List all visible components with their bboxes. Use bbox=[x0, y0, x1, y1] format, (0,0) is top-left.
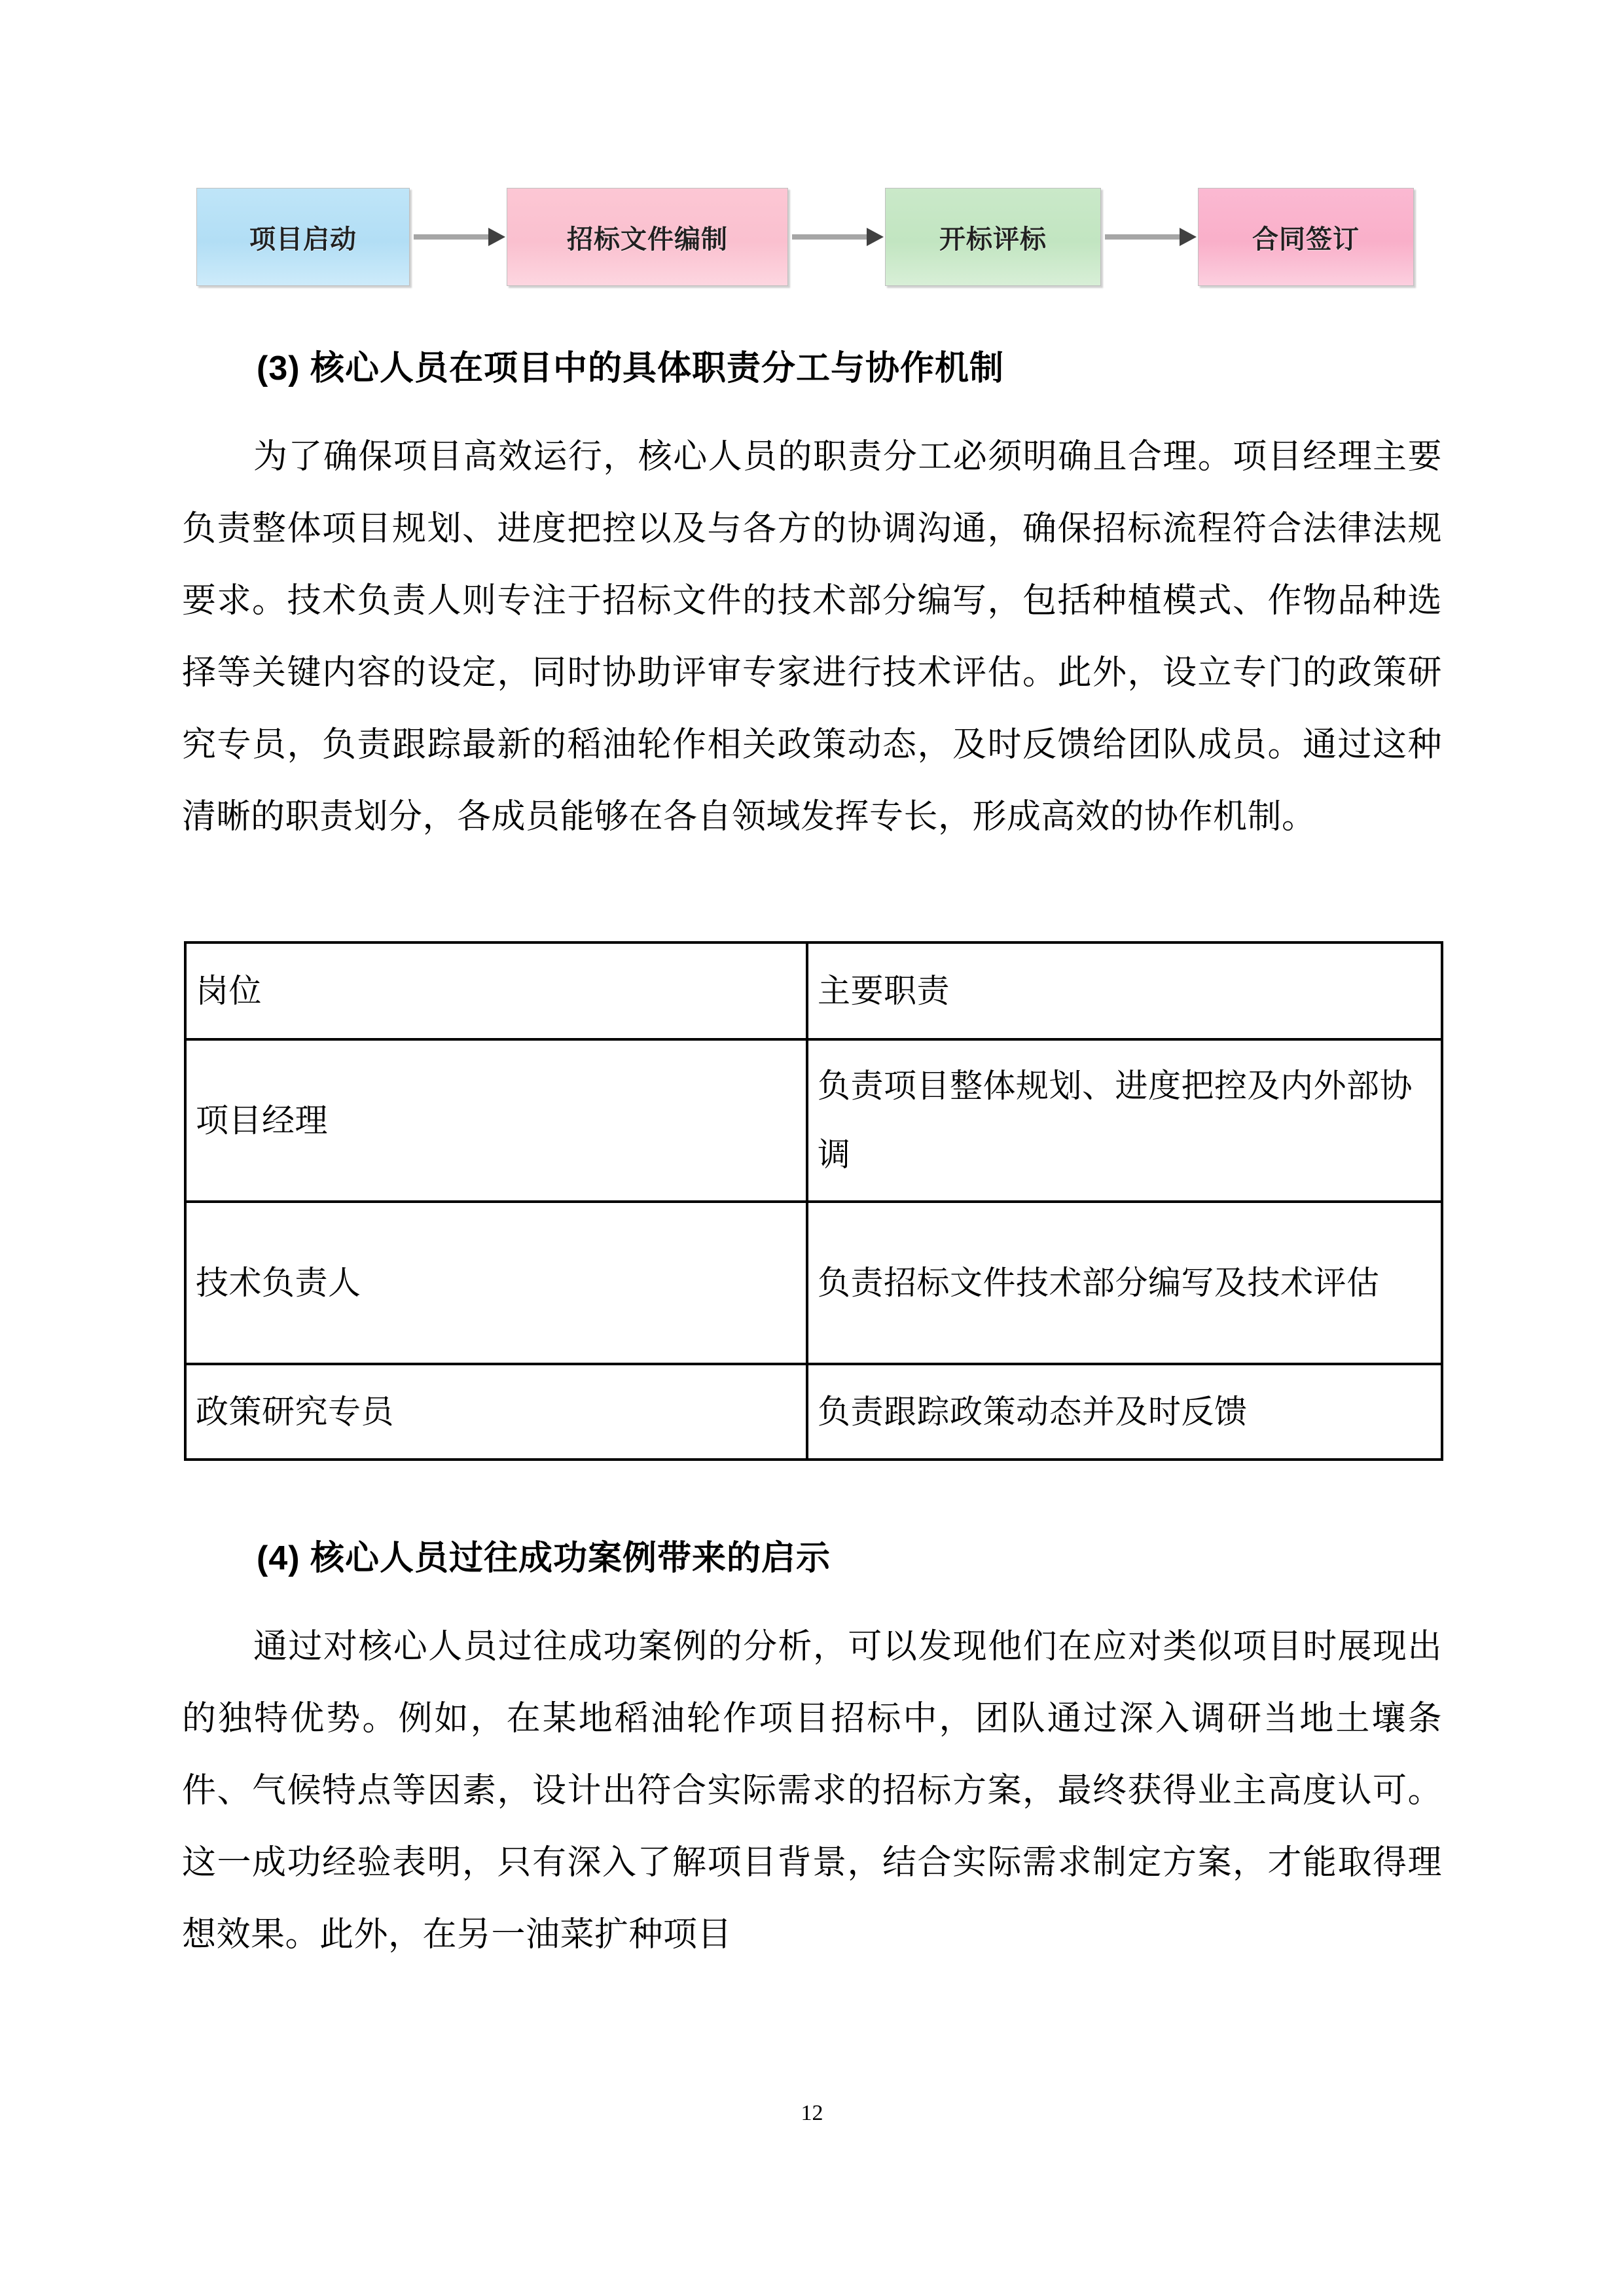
table-header-row bbox=[185, 942, 1442, 1039]
arrow-head bbox=[488, 228, 505, 246]
table-row bbox=[185, 1202, 1442, 1364]
table-cell-position: 技术负责人 bbox=[185, 1202, 807, 1364]
flow-arrow-1-icon bbox=[410, 227, 507, 247]
section-body-4 bbox=[182, 1611, 1442, 1971]
table-cell-position: 项目经理 bbox=[185, 1039, 807, 1202]
table-header-position: 岗位 bbox=[185, 942, 807, 1039]
table-cell-position: 政策研究专员 bbox=[185, 1364, 807, 1460]
flow-step-bid-document-preparation bbox=[507, 188, 788, 286]
flow-step-label: 项目启动 bbox=[249, 224, 357, 254]
flow-step-label: 招标文件编制 bbox=[567, 224, 728, 254]
arrow-shaft bbox=[792, 234, 868, 240]
flow-step-label: 合同签订 bbox=[1252, 224, 1360, 254]
flow-arrow-2-icon bbox=[788, 227, 885, 247]
page-number: 12 bbox=[801, 2101, 823, 2125]
table-cell-duties: 负责跟踪政策动态并及时反馈 bbox=[807, 1364, 1442, 1460]
flow-step-bid-opening-evaluation bbox=[885, 188, 1101, 286]
flow-step-label: 开标评标 bbox=[939, 224, 1047, 254]
flow-step-contract-signing bbox=[1198, 188, 1414, 286]
table-cell-duties: 负责招标文件技术部分编写及技术评估 bbox=[807, 1202, 1442, 1364]
table-header-duties: 主要职责 bbox=[807, 942, 1442, 1039]
arrow-head bbox=[1180, 228, 1197, 246]
arrow-shaft bbox=[414, 234, 490, 240]
paragraph-text: 为了确保项目高效运行，核心人员的职责分工必须明确且合理。项目经理主要负责整体项目规划、进度把控以及与各方的协调沟通，确保招标流程符合法律法规要求。技术负责人则专注于招标文件的技术部分编写，包括种植模式、作物品种选择等关键内容的设定，同时协助评审专家进行技术评估。此外，设立专门的政策研究专员，负责跟踪最新的稻油轮作相关政策动态，及时反馈给团队成员。通过这种清晰的职责划分，各成员能够在各自领域发挥专长，形成高效的协作机制。 bbox=[182, 439, 1442, 836]
flow-step-project-start bbox=[196, 188, 410, 286]
section-heading-3: (3) 核心人员在项目中的具体职责分工与协作机制 bbox=[257, 350, 1005, 387]
section-heading-4: (4) 核心人员过往成功案例带来的启示 bbox=[257, 1539, 831, 1577]
arrow-shaft bbox=[1105, 234, 1181, 240]
arrow-head bbox=[867, 228, 884, 246]
table-row bbox=[185, 1364, 1442, 1460]
flow-arrow-3-icon bbox=[1101, 227, 1198, 247]
process-flowchart bbox=[196, 185, 1414, 289]
responsibility-table bbox=[184, 941, 1443, 1461]
section-body-3 bbox=[182, 422, 1442, 853]
flowchart-row bbox=[196, 185, 1414, 289]
paragraph-text: 通过对核心人员过往成功案例的分析，可以发现他们在应对类似项目时展现出的独特优势。例如，在某地稻油轮作项目招标中，团队通过深入调研当地土壤条件、气候特点等因素，设计出符合实际需求的招标方案，最终获得业主高度认可。这一成功经验表明，只有深入了解项目背景，结合实际需求制定方案，才能取得理想效果。此外，在另一油菜扩种项目 bbox=[182, 1628, 1442, 1954]
table-cell-duties: 负责项目整体规划、进度把控及内外部协调 bbox=[807, 1039, 1442, 1202]
table-row bbox=[185, 1039, 1442, 1202]
